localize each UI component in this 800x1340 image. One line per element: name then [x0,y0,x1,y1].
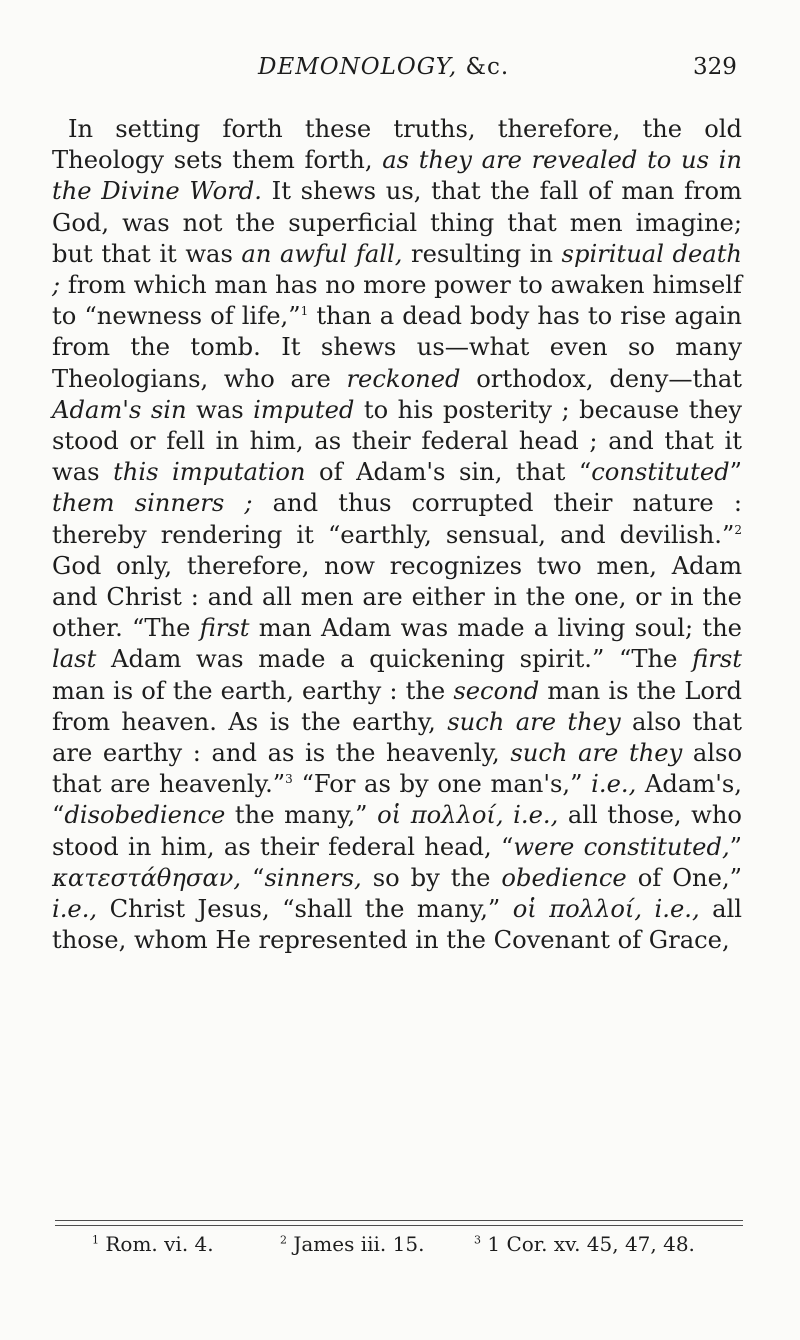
page-number: 329 [693,54,737,80]
footnote-text: Rom. vi. 4. [99,1232,214,1256]
footnote-text: 1 Cor. xv. 45, 47, 48. [481,1232,695,1256]
text-run: also that are heavenly.” [52,739,742,799]
running-title [258,54,509,80]
italic-phrase: as they are revealed to us in the Divine Word. [52,146,742,206]
footnote-reference: 2 [734,522,742,537]
text-run: to his posterity ; because they stood or fell in him, as their federal head ; and that it was [52,395,742,487]
italic-phrase: second [453,676,540,705]
italic-phrase: first [692,645,742,674]
text-run: all those, whom He represented in the Covenant of Grace, [52,895,742,955]
italic-phrase: this imputation [113,458,306,487]
text-run: of Adam's sin, that “ [305,458,592,487]
italic-greek-phrase: οἱ πολλοί, i.e., [512,895,700,924]
italic-phrase: Adam's sin [52,395,187,424]
footnote-marker: 1 [92,1233,99,1247]
footnote-reference: 3 [285,772,293,787]
text-run: orthodox, deny—that [460,364,742,393]
text-run: God only, therefore, now recognizes two men, Adam and Christ : and all men are either in the one, or in the other. “The [52,551,742,643]
text-run: from which man has no more power to awaken himself to “newness of life,” [52,271,742,331]
text-run: man is of the earth, earthy : the [52,676,454,705]
italic-greek-phrase: οἱ πολλοί, i.e., [377,801,559,830]
footnote [474,1232,695,1256]
text-run: In setting forth these truths, therefore, the old Theology sets them forth, [52,115,742,175]
text-run: than a dead body has to rise again from the tomb. It shews us—what even so many Theologians, who are [52,302,742,393]
text-run: resulting in [402,239,562,268]
text-run: the many,” [225,801,378,830]
italic-phrase: constituted [591,458,730,487]
italic-phrase: imputed [253,395,355,424]
italic-phrase: last [52,645,97,674]
text-run: It shews us, that the fall of man from God, was not the superficial thing that men imagine; but that it was [52,177,742,268]
text-run: also that are earthy : and as is the heavenly, [52,707,742,768]
footnote-text: James iii. 15. [287,1232,425,1256]
running-title-main: DEMONOLOGY, [258,54,458,80]
text-run: Adam's, “ [52,770,742,830]
footnote [92,1232,214,1256]
footnote [280,1232,424,1256]
footnote-marker: 3 [474,1233,481,1247]
text-run: ” [729,458,742,487]
footnote-marker: 2 [280,1233,287,1247]
running-head [0,54,800,94]
italic-phrase: obedience [501,863,627,892]
footnote-divider [55,1225,743,1226]
text-run: so by the [361,863,502,892]
italic-phrase: reckoned [346,364,461,393]
text-run: Adam was made a quickening spirit.” “The [96,645,693,674]
italic-phrase: them sinners ; [52,489,253,518]
running-title-suffix: &c. [457,54,510,80]
italic-phrase: such are they [447,707,621,736]
body-text [52,114,742,956]
text-run: was [186,395,254,424]
italic-greek-phrase: κατεστάθησαν, [52,863,242,892]
text-run: of One,” [626,863,743,892]
text-run: ” [729,832,743,861]
footnote-reference: 1 [300,304,309,319]
italic-phrase: such are they [510,739,683,768]
text-run: and thus corrupted their nature : thereby rendering it “earthly, sensual, and devilish.” [52,489,742,549]
text-run: Christ Jesus, “shall the many,” [97,895,513,924]
footnote-divider [55,1220,743,1221]
italic-phrase: first [199,614,250,643]
text-run: all those, who stood in him, as their federal head, “ [52,801,742,861]
italic-phrase: were constituted, [513,832,730,861]
italic-phrase: an awful fall, [241,239,403,268]
italic-phrase: sinners, [264,863,362,892]
paragraph [52,114,742,956]
text-run: man Adam was made a living soul; the [249,614,742,643]
italic-phrase: i.e., [591,770,637,799]
italic-phrase: disobedience [64,801,226,830]
italic-phrase: i.e., [52,895,98,924]
footnotes [92,1232,742,1260]
text-run: “For as by one man's,” [292,770,592,799]
italic-phrase: spiritual death ; [52,239,742,300]
text-run: man is the Lord from heaven. As is the earthy, [52,676,742,736]
text-run: “ [241,863,265,892]
